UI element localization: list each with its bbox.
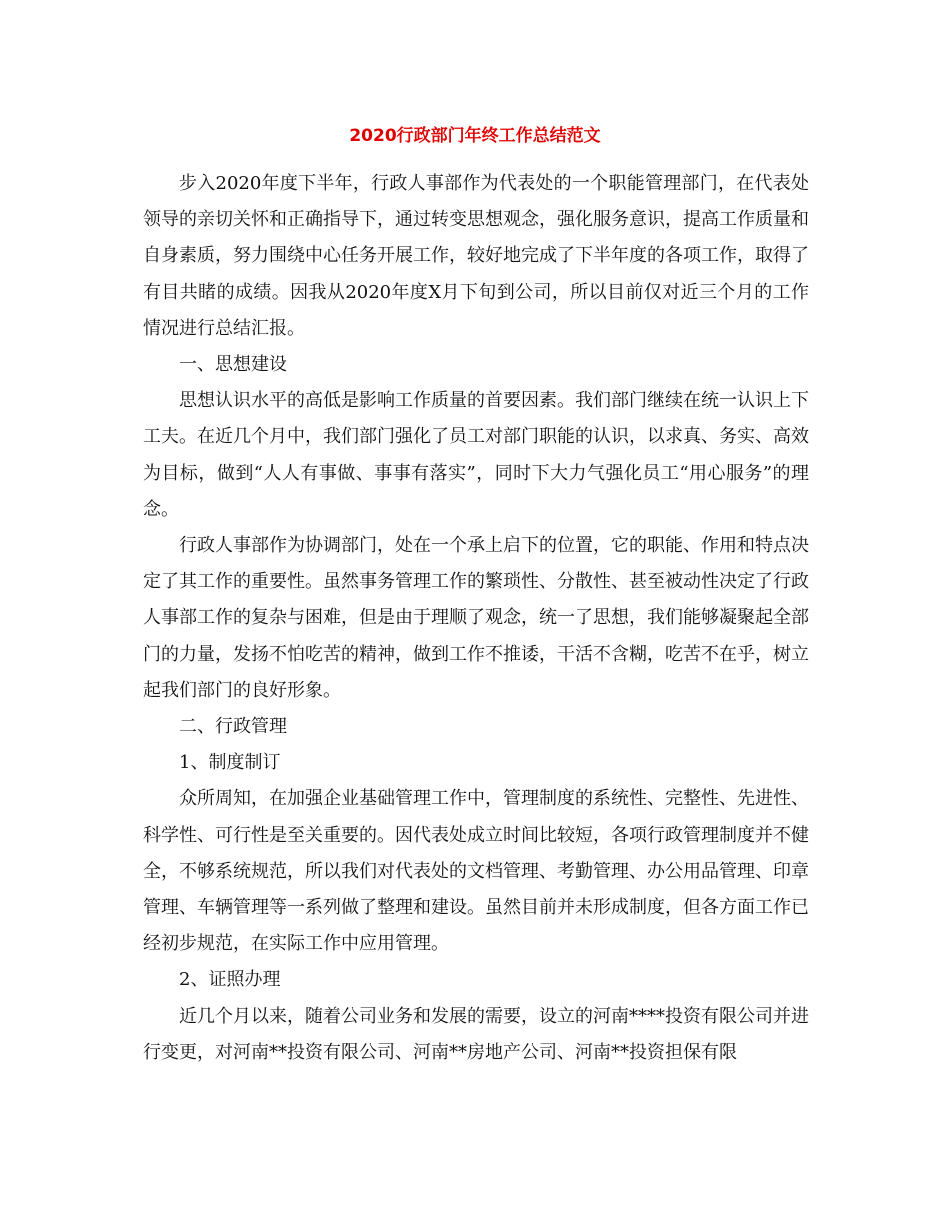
- paragraph-intro: 步入2020年度下半年，行政人事部作为代表处的一个职能管理部门，在代表处领导的亲切关怀和正确指导下，通过转变思想观念，强化服务意识，提高工作质量和自身素质，努力围绕中心任务开展工作，较好地完成了下半年度的各项工作，取得了有目共睹的成绩。因我从2020年度X月下旬到公司，所以目前仅对近三个月的工作情况进行总结汇报。: [143, 173, 809, 339]
- paragraph-ideology-1: 思想认识水平的高低是影响工作质量的首要因素。我们部门继续在统一认识上下工夫。在近几个月中，我们部门强化了员工对部门职能的认识，以求真、务实、高效为目标，做到“人人有事做、事事有落实”，同时下大力气强化员工“用心服务”的理念。: [143, 390, 809, 520]
- document-title: 2020行政部门年终工作总结范文: [349, 126, 601, 146]
- heading-administrative-management: 二、行政管理: [179, 716, 287, 738]
- paragraph-system-formulation: 众所周知，在加强企业基础管理工作中，管理制度的系统性、完整性、先进性、科学性、可行性是至关重要的。因代表处成立时间比较短，各项行政管理制度并不健全，不够系统规范，所以我们对代表处的文档管理、考勤管理、办公用品管理、印章管理、车辆管理等一系列做了整理和建设。虽然目前并未形成制度，但各方面工作已经初步规范，在实际工作中应用管理。: [143, 788, 809, 955]
- heading-ideological-construction: 一、思想建设: [179, 354, 287, 376]
- document-body: [143, 166, 809, 1071]
- subheading-system-formulation: 1、制度制订: [179, 752, 281, 774]
- subheading-license-processing: 2、证照办理: [179, 969, 281, 991]
- paragraph-ideology-2: 行政人事部作为协调部门，处在一个承上启下的位置，它的职能、作用和特点决定了其工作的重要性。虽然事务管理工作的繁琐性、分散性、甚至被动性决定了行政人事部工作的复杂与困难，但是由于理顺了观念，统一了思想，我们能够凝聚起全部门的力量，发扬不怕吃苦的精神，做到工作不推诿，干活不含糊，吃苦不在乎，树立起我们部门的良好形象。: [143, 535, 809, 701]
- paragraph-license-processing: 近几个月以来，随着公司业务和发展的需要，设立的河南****投资有限公司并进行变更，对河南**投资有限公司、河南**房地产公司、河南**投资担保有限: [143, 1005, 809, 1063]
